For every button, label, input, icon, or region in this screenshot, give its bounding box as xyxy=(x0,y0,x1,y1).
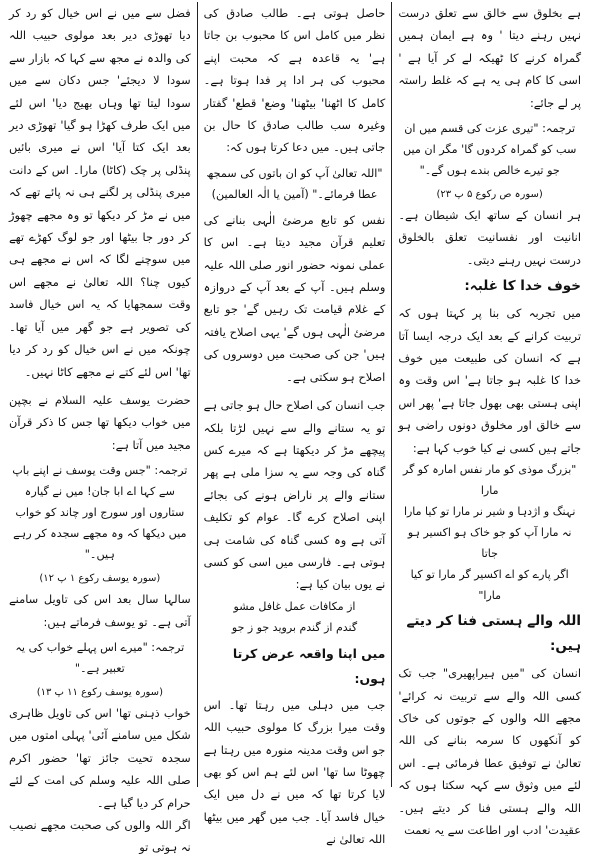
paragraph: سالہا سال بعد اس کی تاویل سامنے آتی ہے۔ تو یوسف فرماتے ہیں: xyxy=(9,592,191,629)
section-heading: اللہ والے ہستی فنا کر دیتے ہیں: xyxy=(406,613,581,655)
surah-reference: (سورہ ص رکوع ۵ پ ۲۳) xyxy=(436,189,543,201)
paragraph: خواب ذہنی تھا' اس کی تاویل ظاہری شکل میں سامنے آئی' پہلی امتوں میں سجدہ تحیت جائز تھا' حضور اکرم صلی اللہ علیہ وسلم کی امت کے لئے حرام کر دیا گیا ہے۔ xyxy=(9,705,191,810)
text-column-middle xyxy=(198,2,393,847)
paragraph: ہر انسان کے ساتھ ایک شیطان ہے۔ انانیت اور نفسانیت تعلق بالخلوق درست نہیں رہنے دیتی۔ xyxy=(398,208,581,267)
text-column-right xyxy=(392,2,587,837)
section-heading: میں اپنا واقعہ عرض کرتا ہوں: xyxy=(232,645,386,686)
paragraph: جب انسان کی اصلاح حال ہو جاتی ہے تو یہ ستانے والے سے نہیں لڑتا بلکہ پیچھے مڑ کر دیکھتا ہے کہ میرے کس گناہ کی وجہ سے یہ سزا ملی ہے پھر ستانے والے پر ناراض ہونے کی بجائے اپنی اصلاح کرے گا۔ عوام کو تکلیف آتی ہے وہ کسی گناہ کی شامت ہی ہوتی ہے۔ فارسی میں اسی کو کسی نے یوں بیان کیا ہے: xyxy=(203,398,386,592)
paragraph: حاصل ہوتی ہے۔ طالب صادق کی نظر میں کامل اس کا محبوب بن جاتا ہے' یہ قاعدہ ہے کہ محبت اپنے محبوب کی ہر ادا پر فدا ہوتا ہے۔ کامل کا اٹھنا' بیٹھنا' وضع' قطع' گفتار وغیرہ سب طالب صادق کا حال بن جاتی ہیں۔ میں دعا کرتا ہوں کہ: xyxy=(203,6,386,155)
paragraph: ہے بخلوق سے خالق سے تعلق درست نہیں رہنے دیتا ' وہ ہے ایمان ہمیں گمراہ کرنے کا ٹھیکہ لے کر آیا ہے ' اسی کا کام ہی یہ ہے کہ غلط راستہ پر لے جائے: xyxy=(398,6,581,110)
prayer-quote: "اللہ تعالیٰ آپ کو ان باتوں کی سمجھ عطا فرمائے۔" (آمین یا الٰہ العالمین) xyxy=(206,166,383,201)
paragraph: جب میں دہلی میں رہتا تھا۔ اس وقت میرا بزرگ کا مولوی حبیب اللہ جو اس وقت مدینہ منورہ میں رہتا ہے چھوٹا سا تھا' اس لئے ہم اس کو بھی لایا کرتا تھا کہ میں نے دل میں ایک خیال فاسد آیا۔ جب میں گھر میں بیٹھا اللہ تعالیٰ نے xyxy=(203,697,386,847)
poem-line: نہنگ و اژدہا و شیر نر مارا تو کیا مارا xyxy=(403,505,576,519)
paragraph: اگر اللہ والوں کی صحبت مجھے نصیب نہ ہوتی تو xyxy=(9,817,191,855)
paragraph: نفس کو تابع مرضیٔ الٰہی بنانے کی تعلیم قرآن مجید دیتا ہے۔ اس کا عملی نمونہ حضور انور صلی اللہ علیہ وسلم ہیں۔ آپ کے بعد آپ کے دروازہ کے غلام قیامت تک رہیں گے' جو تابع مرضیٔ الٰہی ہوں گے' یہی اصلاح یافتہ ہیں' جن کی صحبت میں دوسروں کی اصلاح ہو سکتی ہے۔ xyxy=(203,212,386,384)
paragraph: میں تجربہ کی بنا پر کہتا ہوں کہ تربیت کرانے کے بعد ایک درجہ ایسا آتا ہے کہ انسان کی طبیعت میں خوف خدا کا غلبہ ہو جاتا ہے' اس وقت وہ اپنی ہستی بھی بھول جاتا ہے' پھر اس سے خالق اور مخلوق دونوں راضی ہو جاتے ہیں کسی نے کیا خوب کہا ہے: xyxy=(398,306,581,455)
poem-line: نہ مارا آپ کو جو خاک ہو اکسیر ہو جاتا xyxy=(407,526,572,561)
surah-reference: (سورہ یوسف رکوع ۱۱ پ ۱۳) xyxy=(36,686,163,698)
text-column-left xyxy=(3,2,198,855)
persian-verse: گندم از گندم بروید جو ز جو xyxy=(231,620,358,634)
quran-translation: ترجمہ: "میرے اس پہلے خواب کی یہ تعبیر ہے۔" xyxy=(15,640,185,675)
quran-translation: ترجمہ: "جس وقت یوسف نے اپنے باپ سے کہا اے ابا جان! میں نے گیارہ ستاروں اور سورج اور چاند کو خواب میں دیکھا کہ وہ مجھے سجدہ کر رہے ہیں۔" xyxy=(12,464,188,562)
persian-verse: از مکافات عمل غافل مشو xyxy=(233,599,356,613)
surah-reference: (سورہ یوسف رکوع ۱ پ ۱۲) xyxy=(39,573,161,585)
paragraph: حضرت یوسف علیہ السلام نے بچپن میں خواب دیکھا تھا جس کا ذکر قرآن مجید میں آتا ہے: xyxy=(9,392,191,452)
paragraph: فضل سے میں نے اس خیال کو رد کر دیا تھوڑی دیر بعد مولوی حبیب اللہ کی والدہ نے مجھ سے کہا کہ بازار سے سودا لا دیجئے' جس دکان سے میں سودا لیتا تھا وہاں بھیج دیا' اس لئے میں ایک طرف کھڑا ہو گیا' تھوڑی دیر بعد ایک کتا آیا' اس نے میری بائیں پنڈلی پر چک (کاٹا) مارا۔ اس کے دانت میری پنڈلی پر لگنے ہی نہ پائے تھے کہ میں نے مڑ کر دیکھا تو وہ مجھے چھوڑ کر دور جا بیٹھا اور جو لوگ کھڑے تھے میں سوچنے لگا کہ اس نے مجھے ہی کیوں چنا؟ اللہ تعالیٰ نے مجھے اس وقت سمجھایا کہ یہ اس خیال فاسد کی تصویر ہے جو گھر میں آیا تھا۔ چونکہ میں نے اس خیال کو رد کر دیا تھا' اس لئے کتے نے مجھے کاٹا نہیں۔ xyxy=(9,6,191,379)
poem-line: "بزرگ موذی کو مار نفس امارہ کو گر مارا xyxy=(403,463,577,498)
paragraph: انسان کی "میں ہیراپھیری" جب تک کسی اللہ والے سے تربیت نہ کرائے' مجھے اللہ والوں کے جوتوں کی خاک کو آنکھوں کا سرمہ بنانے کی اللہ تعالیٰ نے توفیق عطا فرمائی ہے۔ اس لئے میں وثوق سے کہہ سکتا ہوں کہ اللہ والے ہستی فنا کر دیتے ہیں۔ عقیدت' ادب اور اطاعت سے یہ نعمت xyxy=(398,666,581,837)
section-heading: خوف خدا کا غلبہ: xyxy=(464,278,581,295)
quran-translation: ترجمہ: "تیری عزت کی قسم میں ان سب کو گمراہ کردوں گا' مگر ان میں جو تیرے خالص بندے ہوں گے۔" xyxy=(402,122,577,178)
poem-line: اگر پارے کو اے اکسیر گر مارا تو کیا مارا" xyxy=(410,568,569,603)
